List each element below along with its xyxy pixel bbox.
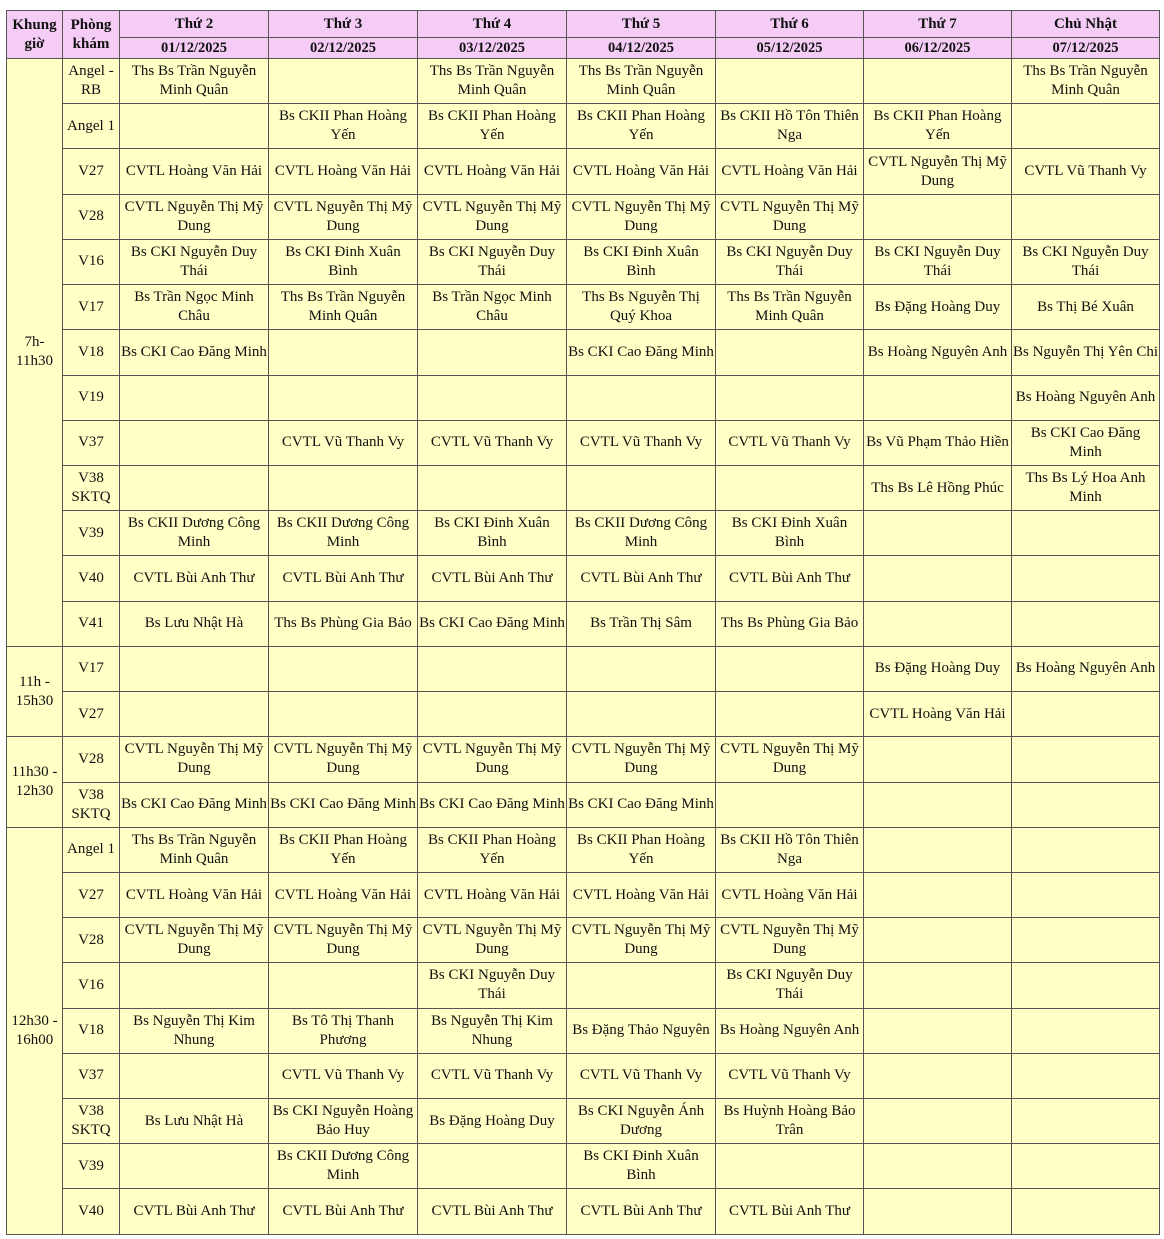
schedule-cell	[1012, 872, 1160, 917]
schedule-cell: Bs CKI Nguyễn Duy Thái	[864, 239, 1012, 284]
schedule-cell: Bs CKI Nguyễn Duy Thái	[716, 963, 864, 1008]
room-cell: V37	[63, 1053, 120, 1098]
schedule-cell: Bs CKII Dương Công Minh	[269, 511, 418, 556]
schedule-cell	[120, 692, 269, 737]
time-column-header: Khung giờ	[7, 11, 63, 59]
schedule-cell: CVTL Hoàng Văn Hải	[418, 149, 567, 194]
schedule-cell	[1012, 827, 1160, 872]
table-row	[7, 918, 1160, 963]
table-header	[7, 11, 1160, 59]
schedule-cell	[864, 1099, 1012, 1144]
schedule-cell	[418, 375, 567, 420]
room-cell: V28	[63, 194, 120, 239]
schedule-cell	[864, 782, 1012, 827]
time-slot-cell: 12h30 - 16h00	[7, 827, 63, 1234]
schedule-cell	[120, 104, 269, 149]
schedule-cell: CVTL Bùi Anh Thư	[120, 556, 269, 601]
schedule-cell	[1012, 1144, 1160, 1189]
room-cell: V38 SKTQ	[63, 465, 120, 510]
schedule-cell: CVTL Hoàng Văn Hải	[567, 872, 716, 917]
schedule-cell: Bs CKI Cao Đăng Minh	[269, 782, 418, 827]
room-cell: V16	[63, 963, 120, 1008]
time-slot-cell: 7h- 11h30	[7, 59, 63, 647]
schedule-cell: CVTL Nguyễn Thị Mỹ Dung	[716, 194, 864, 239]
table-row	[7, 420, 1160, 465]
date-header: 07/12/2025	[1012, 38, 1160, 59]
table-row	[7, 239, 1160, 284]
schedule-cell: CVTL Vũ Thanh Vy	[567, 1053, 716, 1098]
schedule-cell: Bs CKI Đinh Xuân Bình	[567, 239, 716, 284]
schedule-cell: Ths Bs Trần Nguyễn Minh Quân	[1012, 59, 1160, 104]
room-cell: V37	[63, 420, 120, 465]
schedule-cell: Bs CKI Cao Đăng Minh	[567, 782, 716, 827]
schedule-cell	[269, 465, 418, 510]
schedule-cell: Bs CKII Dương Công Minh	[567, 511, 716, 556]
schedule-cell: Bs CKII Phan Hoàng Yến	[567, 827, 716, 872]
schedule-cell: Bs Đặng Thảo Nguyên	[567, 1008, 716, 1053]
room-cell: V40	[63, 1189, 120, 1235]
date-header: 01/12/2025	[120, 38, 269, 59]
schedule-cell	[269, 963, 418, 1008]
schedule-cell	[864, 59, 1012, 104]
room-cell: V19	[63, 375, 120, 420]
schedule-cell: CVTL Nguyễn Thị Mỹ Dung	[567, 737, 716, 782]
schedule-cell: Bs CKII Phan Hoàng Yến	[864, 104, 1012, 149]
schedule-cell	[716, 375, 864, 420]
schedule-cell: Ths Bs Trần Nguyễn Minh Quân	[269, 285, 418, 330]
schedule-cell: CVTL Hoàng Văn Hải	[418, 872, 567, 917]
schedule-cell: Bs CKII Dương Công Minh	[269, 1144, 418, 1189]
schedule-cell: CVTL Bùi Anh Thư	[418, 1189, 567, 1235]
date-header: 03/12/2025	[418, 38, 567, 59]
schedule-cell: Bs CKI Cao Đăng Minh	[1012, 420, 1160, 465]
schedule-cell: Bs CKII Hồ Tôn Thiên Nga	[716, 827, 864, 872]
date-header: 04/12/2025	[567, 38, 716, 59]
schedule-cell: Bs CKII Phan Hoàng Yến	[418, 827, 567, 872]
schedule-cell: CVTL Nguyễn Thị Mỹ Dung	[418, 737, 567, 782]
schedule-cell: Bs CKI Nguyễn Duy Thái	[716, 239, 864, 284]
schedule-cell	[864, 601, 1012, 646]
schedule-cell	[1012, 963, 1160, 1008]
schedule-cell: Bs Tô Thị Thanh Phương	[269, 1008, 418, 1053]
schedule-cell: Bs CKII Phan Hoàng Yến	[567, 104, 716, 149]
schedule-cell	[567, 465, 716, 510]
day-header: Thứ 6	[716, 11, 864, 38]
schedule-cell	[1012, 782, 1160, 827]
schedule-cell: CVTL Hoàng Văn Hải	[120, 872, 269, 917]
table-row	[7, 511, 1160, 556]
schedule-cell: Bs CKI Nguyễn Ánh Dương	[567, 1099, 716, 1144]
schedule-cell: CVTL Nguyễn Thị Mỹ Dung	[120, 737, 269, 782]
schedule-cell: CVTL Vũ Thanh Vy	[418, 420, 567, 465]
schedule-cell	[1012, 1099, 1160, 1144]
schedule-cell: CVTL Bùi Anh Thư	[716, 556, 864, 601]
schedule-cell	[864, 918, 1012, 963]
schedule-cell	[716, 782, 864, 827]
schedule-cell: Bs Hoàng Nguyên Anh	[1012, 375, 1160, 420]
schedule-cell	[120, 1144, 269, 1189]
room-cell: V16	[63, 239, 120, 284]
table-row	[7, 1008, 1160, 1053]
date-header: 05/12/2025	[716, 38, 864, 59]
schedule-cell: Bs Lưu Nhật Hà	[120, 1099, 269, 1144]
schedule-cell: CVTL Hoàng Văn Hải	[716, 872, 864, 917]
time-slot-cell: 11h - 15h30	[7, 646, 63, 736]
schedule-cell: CVTL Nguyễn Thị Mỹ Dung	[567, 918, 716, 963]
room-cell: V38 SKTQ	[63, 782, 120, 827]
schedule-cell: CVTL Vũ Thanh Vy	[716, 420, 864, 465]
date-header: 06/12/2025	[864, 38, 1012, 59]
room-cell: Angel 1	[63, 104, 120, 149]
schedule-cell	[716, 692, 864, 737]
schedule-cell	[1012, 1189, 1160, 1235]
schedule-cell	[567, 375, 716, 420]
schedule-cell: CVTL Bùi Anh Thư	[567, 1189, 716, 1235]
schedule-cell: CVTL Bùi Anh Thư	[418, 556, 567, 601]
schedule-cell: CVTL Vũ Thanh Vy	[1012, 149, 1160, 194]
schedule-cell	[716, 330, 864, 375]
schedule-cell: CVTL Nguyễn Thị Mỹ Dung	[418, 918, 567, 963]
schedule-cell: CVTL Bùi Anh Thư	[269, 1189, 418, 1235]
schedule-cell	[1012, 918, 1160, 963]
schedule-cell: Bs CKI Nguyễn Duy Thái	[120, 239, 269, 284]
schedule-cell	[1012, 194, 1160, 239]
schedule-cell	[269, 59, 418, 104]
schedule-cell: Bs Thị Bé Xuân	[1012, 285, 1160, 330]
schedule-cell: Ths Bs Trần Nguyễn Minh Quân	[567, 59, 716, 104]
room-cell: V27	[63, 149, 120, 194]
schedule-cell: Bs Lưu Nhật Hà	[120, 601, 269, 646]
schedule-cell: Bs CKI Cao Đăng Minh	[418, 601, 567, 646]
schedule-cell	[1012, 601, 1160, 646]
schedule-cell: CVTL Vũ Thanh Vy	[716, 1053, 864, 1098]
schedule-cell: CVTL Hoàng Văn Hải	[716, 149, 864, 194]
schedule-cell	[1012, 556, 1160, 601]
schedule-cell: Bs CKII Phan Hoàng Yến	[418, 104, 567, 149]
schedule-cell: Bs Hoàng Nguyên Anh	[1012, 646, 1160, 691]
room-cell: V17	[63, 646, 120, 691]
schedule-cell: Bs Đặng Hoàng Duy	[418, 1099, 567, 1144]
schedule-cell	[1012, 1008, 1160, 1053]
schedule-cell: CVTL Vũ Thanh Vy	[269, 1053, 418, 1098]
schedule-cell: CVTL Nguyễn Thị Mỹ Dung	[269, 194, 418, 239]
room-cell: V18	[63, 330, 120, 375]
table-row	[7, 782, 1160, 827]
schedule-cell: Bs Trần Ngọc Minh Châu	[120, 285, 269, 330]
schedule-cell: CVTL Bùi Anh Thư	[716, 1189, 864, 1235]
schedule-cell: CVTL Hoàng Văn Hải	[269, 872, 418, 917]
schedule-cell: Ths Bs Trần Nguyễn Minh Quân	[418, 59, 567, 104]
schedule-cell	[1012, 737, 1160, 782]
schedule-body	[7, 59, 1160, 1235]
schedule-cell	[716, 646, 864, 691]
schedule-cell	[1012, 104, 1160, 149]
schedule-cell	[418, 330, 567, 375]
schedule-cell: Bs CKI Cao Đăng Minh	[120, 330, 269, 375]
schedule-cell: Bs CKII Phan Hoàng Yến	[269, 104, 418, 149]
schedule-cell: Bs CKI Cao Đăng Minh	[120, 782, 269, 827]
schedule-cell	[864, 737, 1012, 782]
schedule-cell: Ths Bs Phùng Gia Bảo	[716, 601, 864, 646]
schedule-cell: Bs CKI Nguyễn Hoàng Bảo Huy	[269, 1099, 418, 1144]
schedule-cell	[864, 872, 1012, 917]
schedule-cell	[1012, 1053, 1160, 1098]
schedule-cell: Bs CKII Phan Hoàng Yến	[269, 827, 418, 872]
schedule-cell: CVTL Hoàng Văn Hải	[269, 149, 418, 194]
room-cell: Angel - RB	[63, 59, 120, 104]
table-row	[7, 646, 1160, 691]
schedule-cell: CVTL Nguyễn Thị Mỹ Dung	[716, 918, 864, 963]
schedule-cell	[1012, 511, 1160, 556]
schedule-cell	[120, 646, 269, 691]
table-row	[7, 149, 1160, 194]
schedule-cell: Bs CKII Hồ Tôn Thiên Nga	[716, 104, 864, 149]
room-cell: V39	[63, 1144, 120, 1189]
schedule-cell: CVTL Nguyễn Thị Mỹ Dung	[269, 918, 418, 963]
schedule-cell: Bs Nguyễn Thị Yên Chi	[1012, 330, 1160, 375]
schedule-cell	[418, 646, 567, 691]
day-header: Thứ 4	[418, 11, 567, 38]
schedule-cell	[567, 692, 716, 737]
table-row	[7, 737, 1160, 782]
table-row	[7, 59, 1160, 104]
table-row	[7, 556, 1160, 601]
date-header: 02/12/2025	[269, 38, 418, 59]
schedule-cell: Bs CKI Nguyễn Duy Thái	[1012, 239, 1160, 284]
schedule-cell: Bs Vũ Phạm Thảo Hiền	[864, 420, 1012, 465]
table-row	[7, 285, 1160, 330]
schedule-cell: CVTL Bùi Anh Thư	[567, 556, 716, 601]
schedule-cell	[864, 1008, 1012, 1053]
table-row	[7, 872, 1160, 917]
schedule-cell: CVTL Vũ Thanh Vy	[567, 420, 716, 465]
schedule-cell: CVTL Vũ Thanh Vy	[418, 1053, 567, 1098]
day-header: Chủ Nhật	[1012, 11, 1160, 38]
schedule-cell	[120, 420, 269, 465]
schedule-cell	[567, 963, 716, 1008]
schedule-cell: Bs Trần Thị Sâm	[567, 601, 716, 646]
day-header: Thứ 2	[120, 11, 269, 38]
schedule-cell: CVTL Nguyễn Thị Mỹ Dung	[418, 194, 567, 239]
schedule-cell: Ths Bs Lý Hoa Anh Minh	[1012, 465, 1160, 510]
table-row	[7, 330, 1160, 375]
schedule-cell	[716, 59, 864, 104]
schedule-cell: Bs Trần Ngọc Minh Châu	[418, 285, 567, 330]
schedule-cell	[864, 375, 1012, 420]
room-cell: Angel 1	[63, 827, 120, 872]
schedule-cell	[864, 1144, 1012, 1189]
schedule-cell: Bs CKI Nguyễn Duy Thái	[418, 239, 567, 284]
schedule-cell: Ths Bs Lê Hồng Phúc	[864, 465, 1012, 510]
table-row	[7, 375, 1160, 420]
schedule-cell	[864, 827, 1012, 872]
schedule-cell: Bs Đặng Hoàng Duy	[864, 285, 1012, 330]
table-row	[7, 1099, 1160, 1144]
schedule-cell: Bs Nguyễn Thị Kim Nhung	[120, 1008, 269, 1053]
schedule-cell: CVTL Hoàng Văn Hải	[120, 149, 269, 194]
room-cell: V41	[63, 601, 120, 646]
schedule-cell	[864, 511, 1012, 556]
schedule-cell: Bs Huỳnh Hoàng Bảo Trân	[716, 1099, 864, 1144]
schedule-cell: Bs Hoàng Nguyên Anh	[716, 1008, 864, 1053]
schedule-cell: Ths Bs Trần Nguyễn Minh Quân	[120, 59, 269, 104]
schedule-cell: Bs Hoàng Nguyên Anh	[864, 330, 1012, 375]
schedule-cell: Bs CKI Cao Đăng Minh	[567, 330, 716, 375]
schedule-cell	[864, 556, 1012, 601]
schedule-cell: Bs CKI Đinh Xuân Bình	[418, 511, 567, 556]
schedule-cell: Bs Đặng Hoàng Duy	[864, 646, 1012, 691]
schedule-cell: CVTL Vũ Thanh Vy	[269, 420, 418, 465]
schedule-cell	[418, 465, 567, 510]
schedule-cell: CVTL Nguyễn Thị Mỹ Dung	[120, 918, 269, 963]
schedule-cell: Ths Bs Phùng Gia Bảo	[269, 601, 418, 646]
schedule-cell	[567, 646, 716, 691]
room-cell: V28	[63, 918, 120, 963]
table-row	[7, 963, 1160, 1008]
clinic-schedule-table	[6, 10, 1160, 1235]
room-cell: V28	[63, 737, 120, 782]
schedule-cell	[269, 692, 418, 737]
schedule-cell: Bs Nguyễn Thị Kim Nhung	[418, 1008, 567, 1053]
schedule-cell: Bs CKI Đinh Xuân Bình	[716, 511, 864, 556]
room-cell: V27	[63, 692, 120, 737]
schedule-cell	[716, 1144, 864, 1189]
schedule-cell	[269, 646, 418, 691]
schedule-cell	[864, 194, 1012, 239]
day-header: Thứ 7	[864, 11, 1012, 38]
table-row	[7, 465, 1160, 510]
room-column-header: Phòng khám	[63, 11, 120, 59]
table-row	[7, 692, 1160, 737]
schedule-cell	[120, 963, 269, 1008]
schedule-cell: CVTL Bùi Anh Thư	[120, 1189, 269, 1235]
schedule-cell: Ths Bs Trần Nguyễn Minh Quân	[716, 285, 864, 330]
schedule-cell: Bs CKI Đinh Xuân Bình	[269, 239, 418, 284]
schedule-cell	[864, 1053, 1012, 1098]
room-cell: V18	[63, 1008, 120, 1053]
schedule-cell: CVTL Nguyễn Thị Mỹ Dung	[567, 194, 716, 239]
schedule-cell	[864, 963, 1012, 1008]
schedule-cell	[1012, 692, 1160, 737]
room-cell: V27	[63, 872, 120, 917]
schedule-cell: Ths Bs Trần Nguyễn Minh Quân	[120, 827, 269, 872]
schedule-cell: CVTL Nguyễn Thị Mỹ Dung	[120, 194, 269, 239]
table-row	[7, 827, 1160, 872]
table-row	[7, 194, 1160, 239]
table-row	[7, 1189, 1160, 1235]
schedule-cell: CVTL Nguyễn Thị Mỹ Dung	[864, 149, 1012, 194]
schedule-cell: CVTL Bùi Anh Thư	[269, 556, 418, 601]
schedule-cell	[120, 375, 269, 420]
table-row	[7, 601, 1160, 646]
schedule-cell	[269, 375, 418, 420]
schedule-cell	[120, 465, 269, 510]
schedule-cell	[864, 1189, 1012, 1235]
day-header: Thứ 5	[567, 11, 716, 38]
schedule-cell: Bs CKI Nguyễn Duy Thái	[418, 963, 567, 1008]
schedule-cell	[269, 330, 418, 375]
schedule-cell: CVTL Hoàng Văn Hải	[567, 149, 716, 194]
schedule-cell: Ths Bs Nguyễn Thị Quý Khoa	[567, 285, 716, 330]
time-slot-cell: 11h30 - 12h30	[7, 737, 63, 827]
schedule-cell: CVTL Hoàng Văn Hải	[864, 692, 1012, 737]
schedule-cell: CVTL Nguyễn Thị Mỹ Dung	[716, 737, 864, 782]
table-row	[7, 1144, 1160, 1189]
schedule-cell: Bs CKII Dương Công Minh	[120, 511, 269, 556]
schedule-cell	[716, 465, 864, 510]
room-cell: V40	[63, 556, 120, 601]
schedule-cell: CVTL Nguyễn Thị Mỹ Dung	[269, 737, 418, 782]
room-cell: V38 SKTQ	[63, 1099, 120, 1144]
schedule-cell	[418, 692, 567, 737]
table-row	[7, 104, 1160, 149]
schedule-cell: Bs CKI Đinh Xuân Bình	[567, 1144, 716, 1189]
schedule-cell	[418, 1144, 567, 1189]
day-header: Thứ 3	[269, 11, 418, 38]
table-row	[7, 1053, 1160, 1098]
schedule-cell	[120, 1053, 269, 1098]
room-cell: V17	[63, 285, 120, 330]
schedule-cell: Bs CKI Cao Đăng Minh	[418, 782, 567, 827]
room-cell: V39	[63, 511, 120, 556]
